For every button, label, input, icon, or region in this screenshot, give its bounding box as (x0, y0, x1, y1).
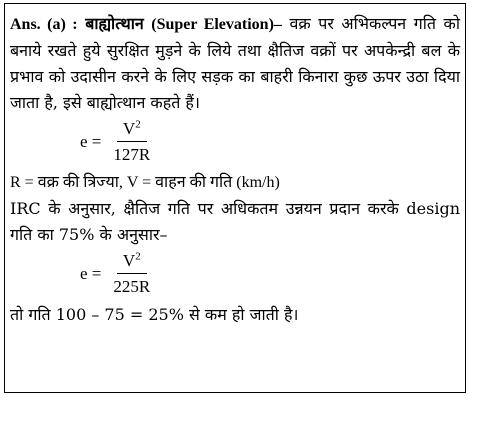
numerator-symbol: V (122, 119, 136, 138)
term-hindi: बाह्योत्थान (85, 16, 144, 33)
fraction-denominator: 225R (113, 277, 151, 296)
irc-paragraph: IRC के अनुसार, क्षैतिज गति पर अधिकतम उन्नयन प्रदान करके design गति का 75% के अनुसार– (10, 199, 460, 244)
formula-127r (80, 118, 460, 166)
formula-lhs: e = (80, 264, 102, 283)
numerator-symbol: V (122, 251, 136, 270)
fraction (107, 118, 156, 166)
definition-text: वक्र पर अभिकल्पन गति को बनाये रखते हुये सुरक्षित मुड़ने के लिये तथा क्षैतिज वक्रों पर अपकेन्द्री बल के प्रभाव को उदासीन करने के लिए सड़क का बाहरी किनारा कुछ ऊपर उठा दिया जाता है, इसे बाह्योत्थान कहते हैं। (10, 14, 460, 112)
fraction-numerator (117, 250, 147, 274)
formula-lhs: e = (80, 132, 102, 151)
answer-label: Ans. (a) : (10, 16, 78, 33)
fraction (107, 250, 156, 298)
answer-box (4, 3, 466, 393)
term-english: (Super Elevation)– (151, 16, 282, 33)
conclusion-line: तो गति 100 – 75 = 25% से कम हो जाती है। (10, 305, 299, 324)
fraction-denominator: 127R (113, 145, 151, 164)
definition-paragraph (10, 11, 460, 116)
formula-225r (80, 250, 460, 298)
numerator-exponent: 2 (135, 118, 141, 131)
variables-line: R = वक्र की त्रिज्या, V = वाहन की गति (km/h) (10, 174, 280, 191)
fraction-numerator (117, 118, 147, 142)
numerator-exponent: 2 (135, 250, 141, 263)
